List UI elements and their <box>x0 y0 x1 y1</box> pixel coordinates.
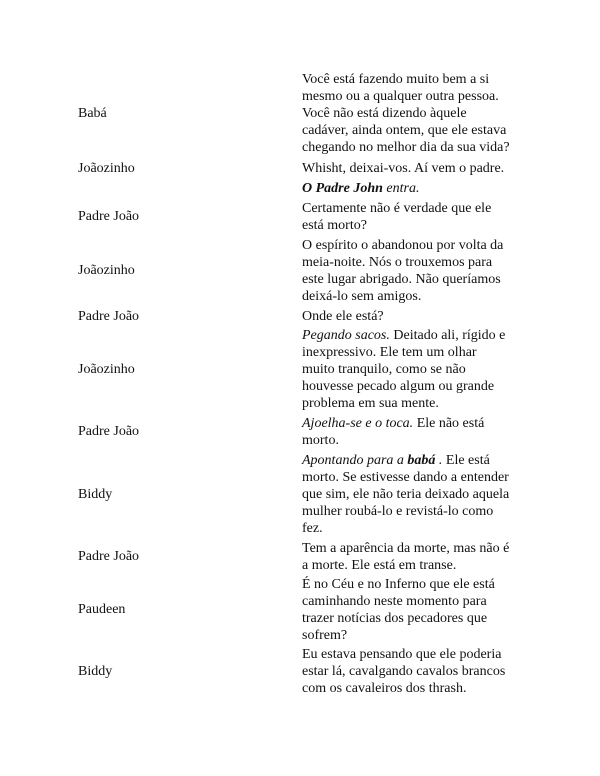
text-line: Ele está <box>442 453 490 468</box>
speaker-name: Padre João <box>78 549 140 564</box>
character-name-stage: babá <box>407 453 436 468</box>
text-line: morto. Se estivesse dando a entender <box>302 470 509 485</box>
text-line: chegando no melhor dia da sua vida? <box>302 140 510 155</box>
text-line: cadáver, ainda ontem, que ele estava <box>302 123 507 138</box>
text-line: está morto? <box>302 218 367 233</box>
stage-direction-text: . <box>435 453 443 468</box>
dialogue-text <box>302 200 530 234</box>
stage-direction-text: Ajoelha-se e o toca. <box>302 416 414 431</box>
text-line: Ele não está <box>413 416 485 431</box>
speaker-name: Paudeen <box>78 602 126 617</box>
stage-direction-text: Pegando sacos. <box>302 328 390 343</box>
text-line: houvesse pecado algum ou grande <box>302 379 495 394</box>
text-line: trazer notícias dos pecadores que <box>302 611 488 626</box>
speaker-name: Padre João <box>78 209 140 224</box>
dialogue-text <box>302 452 530 537</box>
text-line: este lugar abrigado. Não queríamos <box>302 272 501 287</box>
dialogue-text <box>302 237 530 305</box>
text-line: mulher roubá-lo e revistá-lo como <box>302 504 494 519</box>
text-line: Você está fazendo muito bem a si <box>302 72 490 87</box>
dialogue-text <box>302 71 530 156</box>
dialogue-text <box>302 327 530 412</box>
stage-direction-text: entra. <box>382 181 420 196</box>
text-line: mesmo ou a qualquer outra pessoa. <box>302 89 499 104</box>
text-line: sofrem? <box>302 628 348 643</box>
speaker-name: Biddy <box>78 664 113 679</box>
text-line: deixá-lo sem amigos. <box>302 289 422 304</box>
stage-direction-text: Apontando para a <box>302 453 408 468</box>
speaker-name: Babá <box>78 106 107 121</box>
dialogue-text <box>302 160 530 177</box>
stage-direction <box>302 180 530 197</box>
dialogue-text <box>302 308 530 325</box>
speaker-name: Biddy <box>78 487 113 502</box>
text-line: a morte. Ele está em transe. <box>302 558 457 573</box>
dialogue-text <box>302 540 530 574</box>
text-line: caminhando neste momento para <box>302 594 487 609</box>
text-line: muito tranquilo, como se não <box>302 362 466 377</box>
dialogue-text <box>302 415 530 449</box>
text-line: Onde ele está? <box>302 309 384 324</box>
text-line: inexpressivo. Ele tem um olhar <box>302 345 477 360</box>
dialogue-text <box>302 576 530 644</box>
text-line: fez. <box>302 521 323 536</box>
character-name-stage: O Padre John <box>302 181 383 196</box>
text-line: Você não está dizendo àquele <box>302 106 467 121</box>
text-line: Certamente não é verdade que ele <box>302 201 492 216</box>
speaker-name: Joãozinho <box>78 362 135 377</box>
text-line: estar lá, cavalgando cavalos brancos <box>302 664 506 679</box>
text-line: É no Céu e no Inferno que ele está <box>302 577 495 592</box>
text-line: meia-noite. Nós o trouxemos para <box>302 255 493 270</box>
text-line: O espírito o abandonou por volta da <box>302 238 504 253</box>
dialogue-text <box>302 646 530 697</box>
text-line: com os cavaleiros dos thrash. <box>302 681 467 696</box>
speaker-name: Joãozinho <box>78 263 135 278</box>
text-line: morto. <box>302 433 339 448</box>
text-line: Eu estava pensando que ele poderia <box>302 647 502 662</box>
text-line: Deitado ali, rígido e <box>389 328 506 343</box>
speaker-name: Padre João <box>78 424 140 439</box>
speaker-name: Joãozinho <box>78 161 135 176</box>
speaker-name: Padre João <box>78 309 140 324</box>
text-line: Whisht, deixai-vos. Aí vem o padre. <box>302 161 505 176</box>
text-line: que sim, ele não teria deixado aquela <box>302 487 510 502</box>
text-line: Tem a aparência da morte, mas não é <box>302 541 510 556</box>
text-line: problema em sua mente. <box>302 396 439 411</box>
